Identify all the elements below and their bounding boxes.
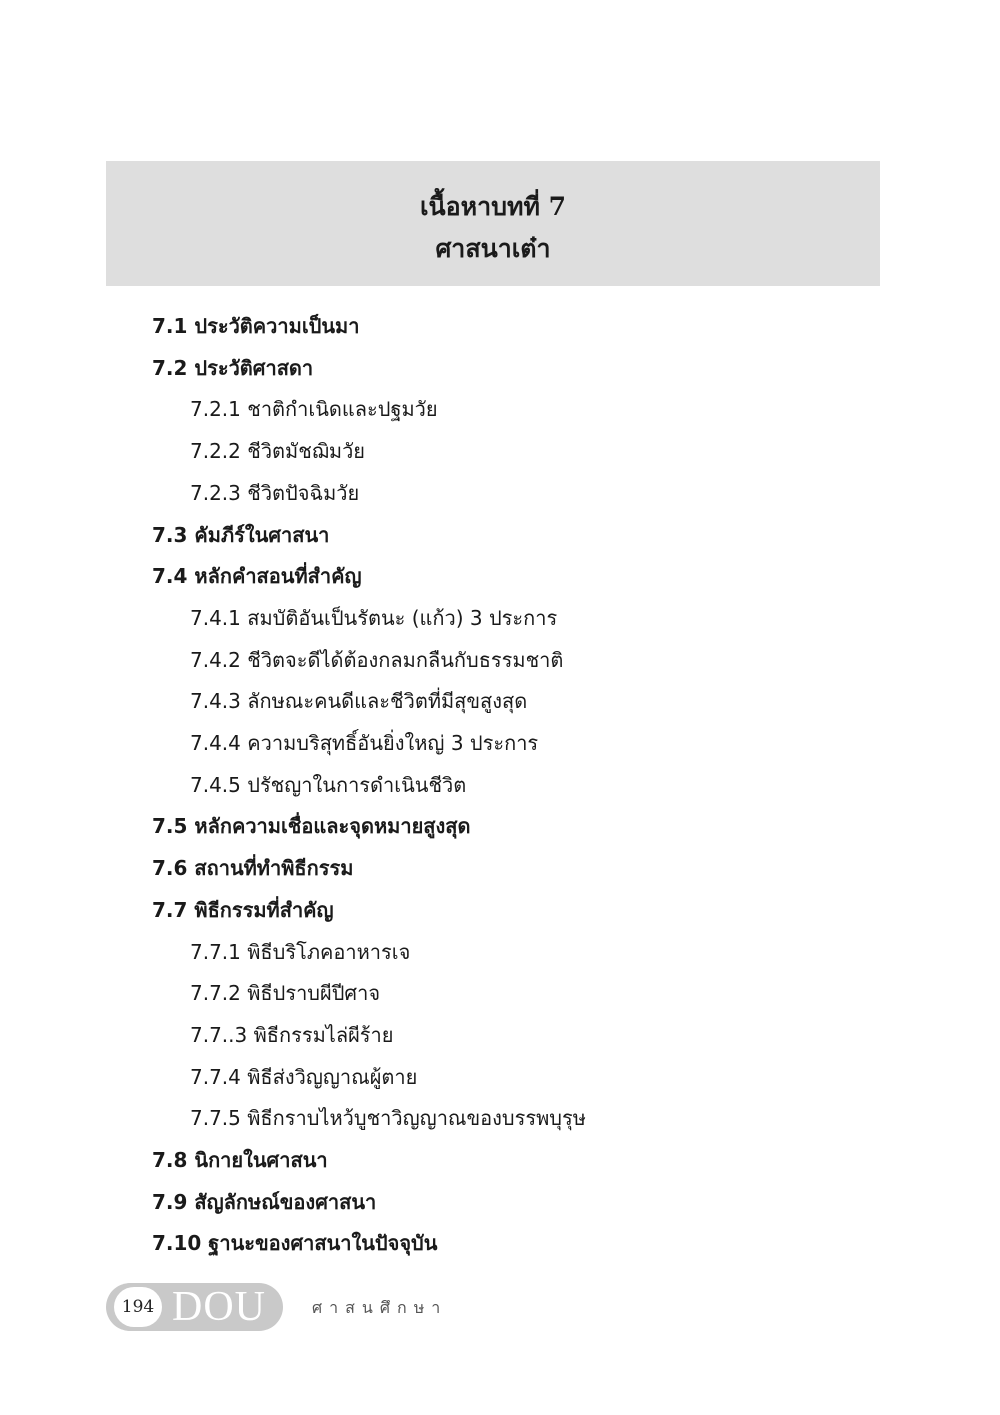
toc-subsection: 7.2.3 ชีวิตปัจฉิมวัย: [190, 481, 360, 505]
toc-subsection: 7.4.2 ชีวิตจะดีได้ต้องกลมกลืนกับธรรมชาติ: [190, 648, 564, 672]
toc-subsection: 7.7..3 พิธีกรรมไล่ผีร้าย: [190, 1023, 394, 1047]
toc-section: 7.5 หลักความเชื่อและจุดหมายสูงสุด: [152, 814, 471, 838]
toc-subsection: 7.4.3 ลักษณะคนดีและชีวิตที่มีสุขสูงสุด: [190, 689, 528, 713]
toc-subsection: 7.7.4 พิธีส่งวิญญาณผู้ตาย: [190, 1065, 418, 1089]
toc-subsection: 7.2.2 ชีวิตมัชฌิมวัย: [190, 439, 366, 463]
chapter-number: เนื้อหาบทที่ 7: [419, 192, 567, 221]
page-number: 194: [114, 1287, 162, 1327]
toc-section: 7.10 ฐานะของศาสนาในปัจจุบัน: [152, 1231, 438, 1255]
toc-subsection: 7.7.5 พิธีกราบไหว้บูชาวิญญาณของบรรพบุรุษ: [190, 1106, 586, 1130]
chapter-title: ศาสนาเต๋า: [435, 234, 551, 263]
footer-badge: [106, 1283, 283, 1331]
chapter-header: [106, 161, 880, 286]
toc-section: 7.9 สัญลักษณ์ของศาสนา: [152, 1190, 377, 1214]
toc-section: 7.1 ประวัติความเป็นมา: [152, 314, 360, 338]
toc-section: 7.4 หลักคำสอนที่สำคัญ: [152, 564, 362, 588]
toc-section: 7.2 ประวัติศาสดา: [152, 356, 314, 380]
toc-subsection: 7.7.2 พิธีปราบผีปีศาจ: [190, 981, 381, 1005]
toc-subsection: 7.4.5 ปรัชญาในการดำเนินชีวิต: [190, 773, 467, 797]
toc-subsection: 7.4.4 ความบริสุทธิ์อันยิ่งใหญ่ 3 ประการ: [190, 731, 539, 755]
toc-section: 7.8 นิกายในศาสนา: [152, 1148, 328, 1172]
toc-subsection: 7.7.1 พิธีบริโภคอาหารเจ: [190, 940, 411, 964]
dou-logo: DOU: [172, 1284, 266, 1330]
course-name: ศาสนศึกษา: [312, 1298, 448, 1317]
toc-subsection: 7.2.1 ชาติกำเนิดและปฐมวัย: [190, 397, 438, 421]
toc-subsection: 7.4.1 สมบัติอันเป็นรัตนะ (แก้ว) 3 ประการ: [190, 606, 558, 630]
toc-section: 7.6 สถานที่ทำพิธีกรรม: [152, 856, 354, 880]
toc-section: 7.3 คัมภีร์ในศาสนา: [152, 523, 330, 547]
toc-section: 7.7 พิธีกรรมที่สำคัญ: [152, 898, 334, 922]
